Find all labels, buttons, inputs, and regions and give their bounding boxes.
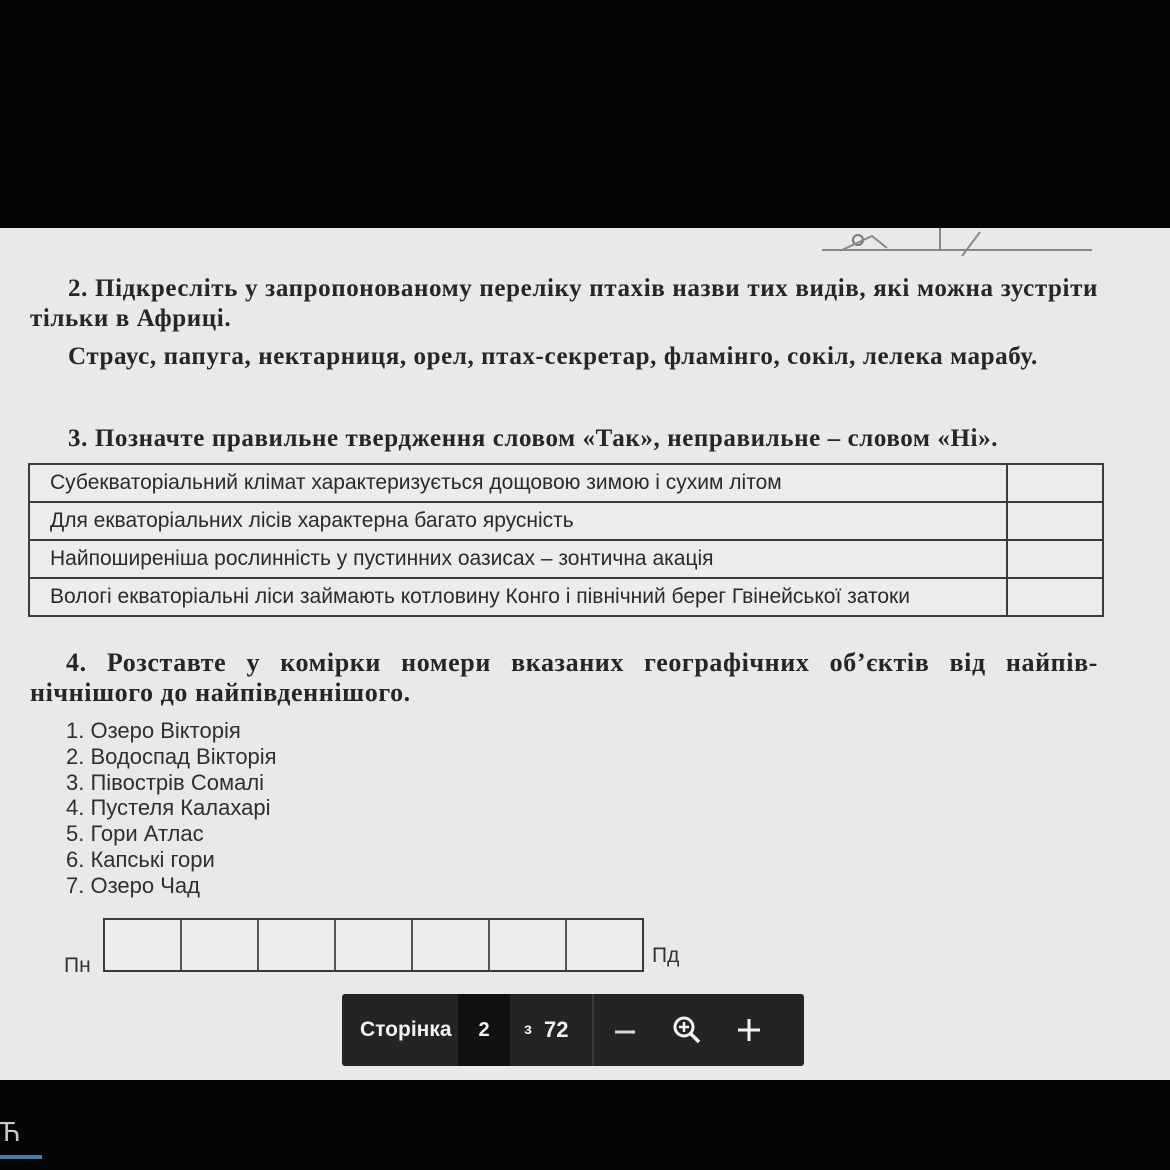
page-navigation-toolbar	[342, 994, 804, 1066]
north-label: Пн	[64, 954, 91, 977]
plus-icon	[735, 1016, 763, 1044]
task2-prompt-text: Підкресліть у запропонованому переліку птахів назви тих видів, які можна зустріти тільки в Африці.	[30, 275, 1098, 332]
document-page	[0, 228, 1170, 1080]
order-cell[interactable]	[336, 920, 413, 970]
figure-fragment	[812, 228, 1102, 258]
task4-prompt	[30, 648, 1098, 708]
table-row	[29, 578, 1103, 616]
order-cell[interactable]	[105, 920, 182, 970]
list-item: 5. Гори Атлас	[66, 821, 204, 847]
task4-prompt-line1: Розставте у комірки номери вказаних географічних об’єктів від найпів-	[106, 648, 1098, 677]
table-row	[29, 540, 1103, 578]
minus-icon	[612, 1017, 638, 1043]
table-row	[29, 464, 1103, 502]
task4-prompt-line2: нічнішого до найпівденнішого.	[30, 678, 411, 707]
answer-cell[interactable]	[1007, 578, 1103, 616]
page-of-label: з	[524, 1021, 532, 1038]
statement-cell: Для екваторіальних лісів характерна багато ярусність	[29, 502, 1007, 540]
answer-cell[interactable]	[1007, 540, 1103, 578]
task3-prompt-text: Позначте правильне твердження словом «Так», неправильне – словом «Ні».	[94, 425, 999, 452]
page-number-input[interactable]: 2	[458, 994, 510, 1066]
task2-number: 2.	[68, 275, 88, 302]
list-item: 3. Півострів Сомалі	[66, 769, 265, 795]
answer-cell[interactable]	[1007, 502, 1103, 540]
answer-cell[interactable]	[1007, 464, 1103, 502]
page-label: Сторінка	[360, 1018, 452, 1041]
order-cell[interactable]	[490, 920, 567, 970]
task3-prompt	[30, 424, 1098, 454]
taskbar-accent	[0, 1155, 42, 1159]
south-label: Пд	[652, 944, 680, 967]
order-cell[interactable]	[259, 920, 336, 970]
total-pages: 72	[544, 1017, 569, 1042]
geo-object-list	[66, 718, 277, 899]
bird-list-text: Страус, папуга, нектарниця, орел, птах-секретар, фламінго, сокіл, лелека марабу.	[68, 343, 1038, 370]
zoom-out-button[interactable]	[594, 994, 656, 1066]
list-item: 6. Капські гори	[66, 846, 215, 872]
task2-prompt	[30, 274, 1098, 334]
list-item: 2. Водоспад Вікторія	[66, 743, 277, 769]
order-cells	[103, 918, 644, 972]
order-cell[interactable]	[182, 920, 259, 970]
statement-cell: Вологі екваторіальні ліси займають котловину Конго і північний берег Гвінейської затоки	[29, 578, 1007, 616]
zoom-in-button[interactable]	[718, 994, 780, 1066]
task3-number: 3.	[68, 425, 88, 452]
task2-bird-list	[30, 342, 1098, 372]
taskbar-glyph: Ћ	[0, 1118, 21, 1148]
statement-cell: Субекваторіальний клімат характеризується дощовою зимою і сухим літом	[29, 464, 1007, 502]
statement-cell: Найпоширеніша рослинність у пустинних оазисах – зонтична акація	[29, 540, 1007, 578]
table-row	[29, 502, 1103, 540]
list-item: 4. Пустеля Калахарі	[66, 795, 271, 821]
list-item: 1. Озеро Вікторія	[66, 718, 241, 743]
zoom-fit-button[interactable]	[656, 994, 718, 1066]
list-item: 7. Озеро Чад	[66, 872, 200, 898]
order-cell[interactable]	[567, 920, 642, 970]
order-cell[interactable]	[413, 920, 490, 970]
task4-number: 4.	[66, 648, 87, 677]
true-false-table	[28, 463, 1104, 617]
magnifier-icon	[672, 1015, 702, 1045]
